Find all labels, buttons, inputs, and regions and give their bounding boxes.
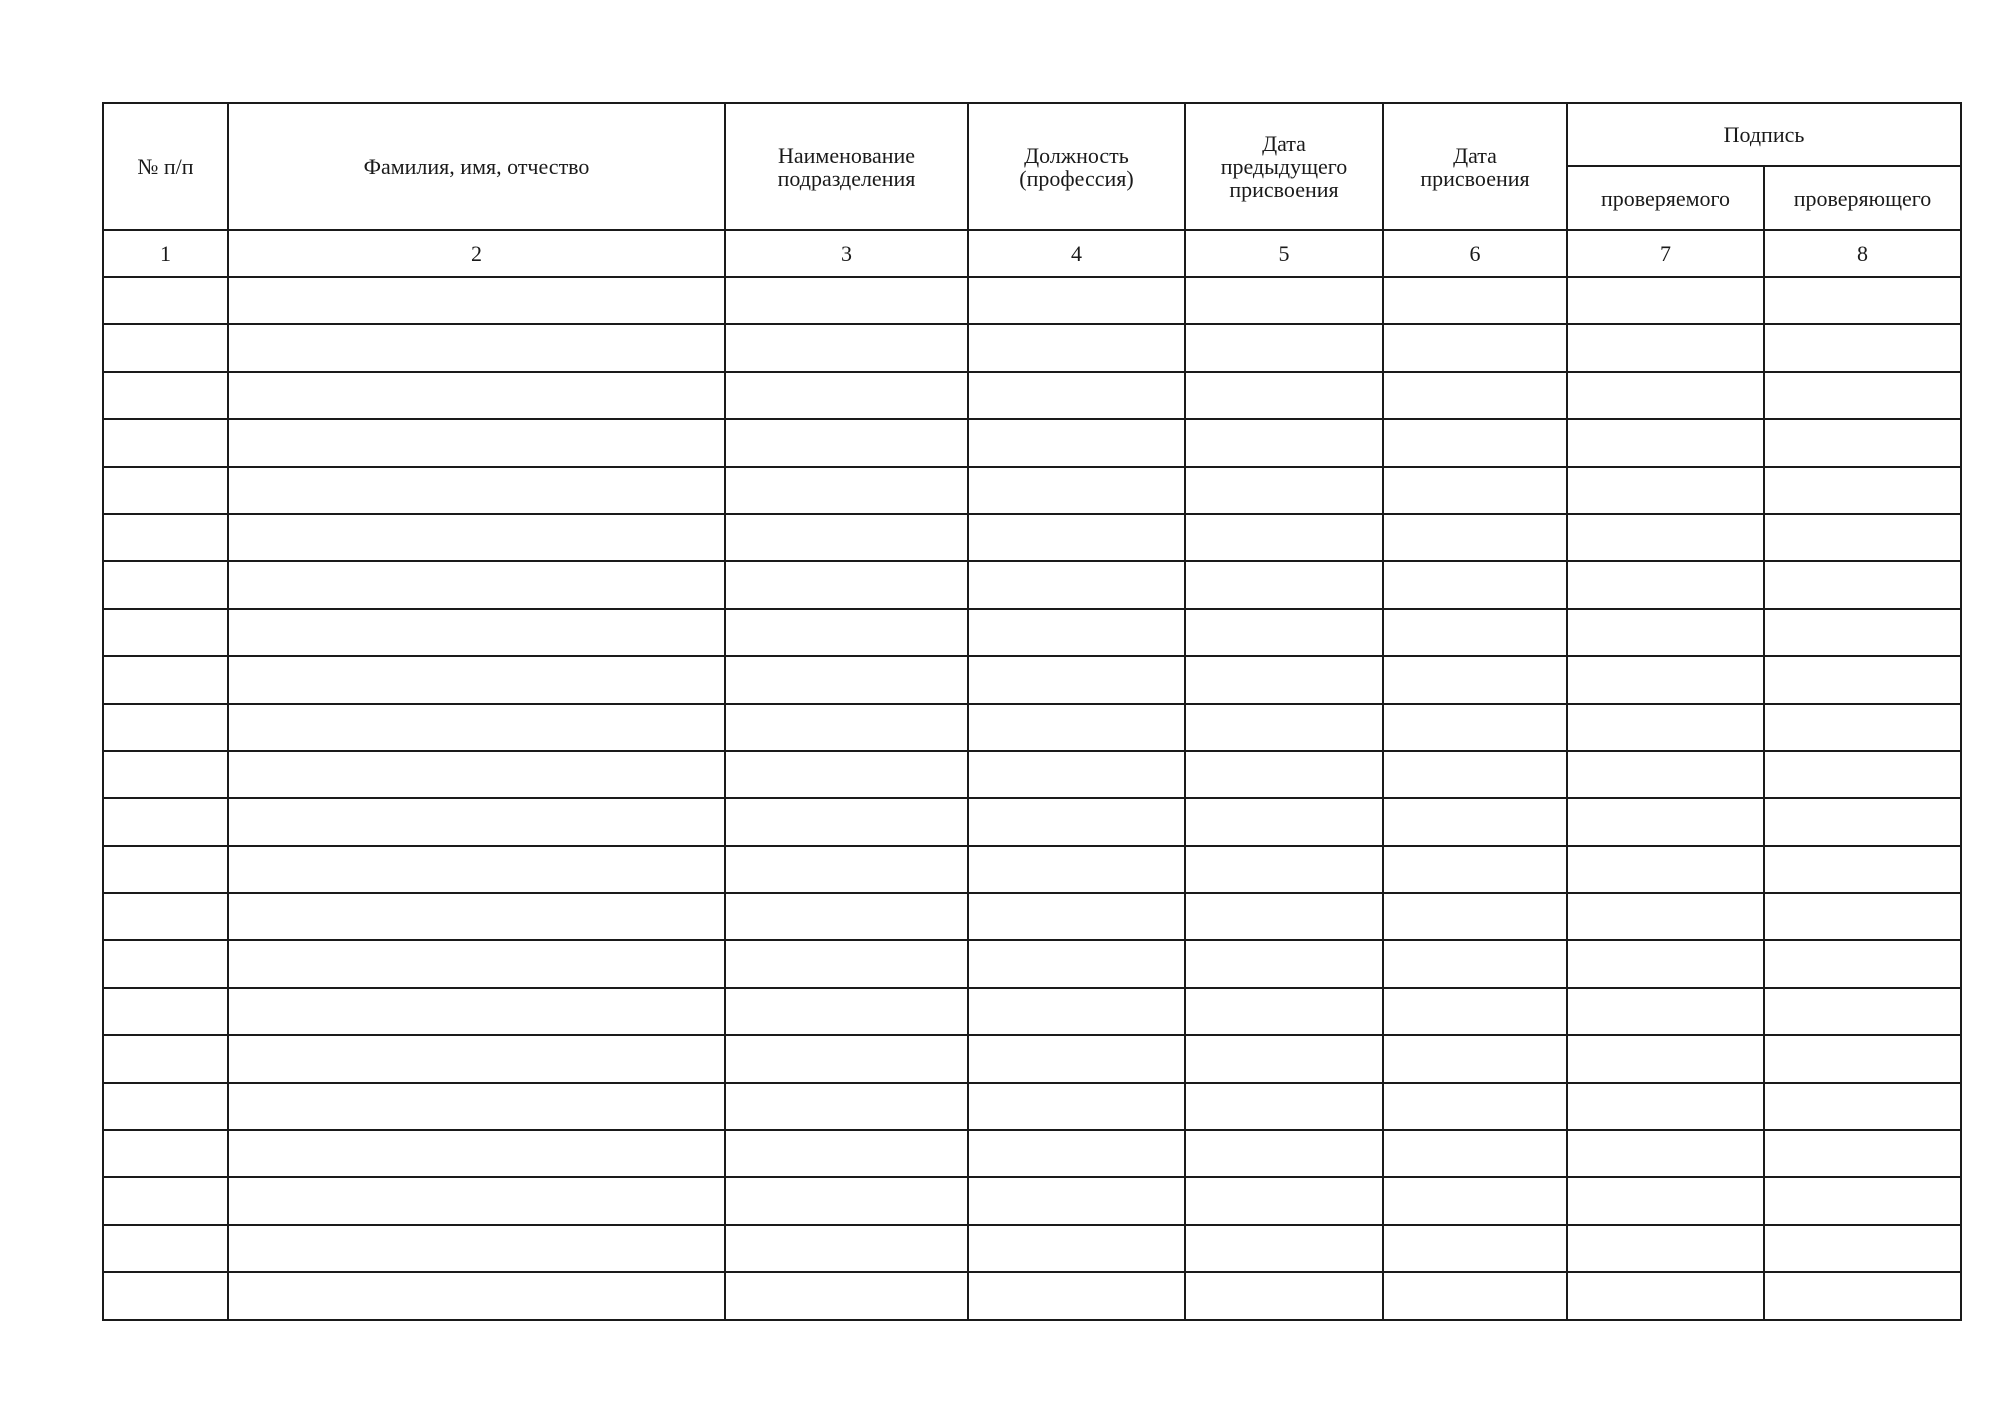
header-cell-previous-date	[1185, 103, 1383, 230]
table-cell	[103, 846, 228, 893]
table-cell	[1567, 561, 1764, 608]
table-cell	[1567, 277, 1764, 324]
header-department-label: Наименование подразделения	[777, 142, 916, 191]
table-row	[103, 893, 1961, 940]
table-cell	[1185, 1130, 1383, 1177]
table-row	[103, 1035, 1961, 1082]
table-cell	[1764, 561, 1961, 608]
table-cell	[968, 988, 1185, 1035]
header-inspector-label: проверяющего	[1793, 185, 1932, 211]
table-cell	[725, 656, 968, 703]
table-cell	[1764, 609, 1961, 656]
table-cell	[1383, 751, 1567, 798]
table-cell	[1567, 988, 1764, 1035]
table-row	[103, 419, 1961, 466]
table-cell	[1764, 372, 1961, 419]
table-cell	[725, 751, 968, 798]
table-cell	[968, 561, 1185, 608]
table-cell	[968, 940, 1185, 987]
table-cell	[725, 277, 968, 324]
table-cell	[1764, 988, 1961, 1035]
table-cell	[1567, 846, 1764, 893]
header-cell-assignment-date	[1383, 103, 1567, 230]
table-cell	[1567, 798, 1764, 845]
table-cell	[1383, 277, 1567, 324]
table-cell	[725, 798, 968, 845]
table-cell	[1764, 940, 1961, 987]
table-cell	[1567, 1035, 1764, 1082]
table-cell	[968, 1177, 1185, 1224]
table-cell	[968, 846, 1185, 893]
table-row	[103, 1083, 1961, 1130]
table-cell	[968, 1272, 1185, 1319]
column-number-cell: 4	[968, 230, 1185, 277]
table-cell	[1383, 1035, 1567, 1082]
table-cell	[725, 940, 968, 987]
table-cell	[1764, 1177, 1961, 1224]
table-cell	[103, 940, 228, 987]
table-cell	[968, 1130, 1185, 1177]
table-cell	[968, 609, 1185, 656]
table-cell	[968, 704, 1185, 751]
table-cell	[1764, 1083, 1961, 1130]
table-cell	[968, 419, 1185, 466]
table-cell	[1567, 1225, 1764, 1272]
column-number-cell: 6	[1383, 230, 1567, 277]
table-row	[103, 656, 1961, 703]
header-cell-number	[103, 103, 228, 230]
table-row	[103, 1177, 1961, 1224]
table-row	[103, 514, 1961, 561]
table-cell	[1383, 846, 1567, 893]
table-cell	[725, 1035, 968, 1082]
table-cell	[103, 1177, 228, 1224]
table-cell	[228, 514, 725, 561]
table-cell	[968, 893, 1185, 940]
table-cell	[228, 277, 725, 324]
table-cell	[1185, 846, 1383, 893]
column-number-cell: 7	[1567, 230, 1764, 277]
table-cell	[1567, 940, 1764, 987]
table-cell	[228, 561, 725, 608]
table-cell	[1185, 324, 1383, 371]
table-cell	[725, 1225, 968, 1272]
header-cell-full-name	[228, 103, 725, 230]
table-cell	[1764, 1130, 1961, 1177]
table-cell	[1383, 988, 1567, 1035]
header-cell-position	[968, 103, 1185, 230]
table-cell	[228, 988, 725, 1035]
table-cell	[103, 751, 228, 798]
table-cell	[1567, 1083, 1764, 1130]
table-cell	[725, 467, 968, 514]
table-cell	[725, 893, 968, 940]
table-cell	[1764, 1035, 1961, 1082]
table-cell	[725, 846, 968, 893]
table-cell	[1764, 846, 1961, 893]
table-cell	[103, 277, 228, 324]
table-cell	[1383, 561, 1567, 608]
table-cell	[1383, 1130, 1567, 1177]
column-number-cell: 2	[228, 230, 725, 277]
table-cell	[228, 798, 725, 845]
table-row	[103, 372, 1961, 419]
table-cell	[725, 609, 968, 656]
table-cell	[1383, 940, 1567, 987]
table-cell	[228, 372, 725, 419]
table-cell	[1383, 893, 1567, 940]
table-cell	[228, 609, 725, 656]
table-cell	[1185, 704, 1383, 751]
table-cell	[1764, 656, 1961, 703]
table-cell	[1383, 514, 1567, 561]
table-cell	[228, 1130, 725, 1177]
table-cell	[103, 656, 228, 703]
table-cell	[228, 1177, 725, 1224]
table-cell	[103, 372, 228, 419]
table-cell	[725, 1130, 968, 1177]
header-previous-date-label: Дата предыдущего присвоения	[1220, 131, 1348, 202]
table-row	[103, 609, 1961, 656]
table-cell	[725, 1177, 968, 1224]
table-cell	[1567, 372, 1764, 419]
table-cell	[1567, 467, 1764, 514]
table-cell	[1383, 467, 1567, 514]
table-cell	[725, 561, 968, 608]
table-row	[103, 704, 1961, 751]
table-cell	[1185, 372, 1383, 419]
table-cell	[1383, 1272, 1567, 1319]
table-cell	[968, 751, 1185, 798]
table-cell	[1383, 372, 1567, 419]
table-cell	[228, 324, 725, 371]
table-cell	[103, 514, 228, 561]
table-cell	[1764, 1225, 1961, 1272]
table-row	[103, 940, 1961, 987]
table-cell	[103, 467, 228, 514]
column-number-cell: 1	[103, 230, 228, 277]
header-signature-label: Подпись	[1723, 122, 1805, 147]
table-cell	[228, 1225, 725, 1272]
table-cell	[1764, 893, 1961, 940]
table-cell	[1764, 277, 1961, 324]
table-cell	[1185, 893, 1383, 940]
table-cell	[968, 1083, 1185, 1130]
header-cell-department	[725, 103, 968, 230]
table-cell	[1567, 609, 1764, 656]
header-assignment-date-label: Дата присвоения	[1420, 142, 1530, 191]
table-cell	[228, 1035, 725, 1082]
table-row	[103, 798, 1961, 845]
table-cell	[1567, 893, 1764, 940]
table-cell	[103, 1035, 228, 1082]
table-cell	[228, 1272, 725, 1319]
table-cell	[1764, 514, 1961, 561]
table-row	[103, 1225, 1961, 1272]
table-cell	[968, 324, 1185, 371]
document-sheet	[102, 102, 1960, 1321]
table-cell	[1383, 1225, 1567, 1272]
table-cell	[1185, 988, 1383, 1035]
table-cell	[1185, 656, 1383, 703]
header-inspected-label: проверяемого	[1600, 185, 1731, 211]
table-row	[103, 561, 1961, 608]
table-row	[103, 988, 1961, 1035]
table-cell	[725, 324, 968, 371]
table-cell	[725, 372, 968, 419]
table-cell	[103, 561, 228, 608]
table-cell	[1764, 324, 1961, 371]
table-cell	[1764, 419, 1961, 466]
table-cell	[228, 467, 725, 514]
table-cell	[228, 704, 725, 751]
table-cell	[1567, 1130, 1764, 1177]
table-cell	[103, 1130, 228, 1177]
table-cell	[968, 277, 1185, 324]
header-cell-signature-group	[1567, 103, 1961, 166]
journal-table	[102, 102, 1962, 1321]
table-cell	[725, 1083, 968, 1130]
table-row	[103, 1272, 1961, 1319]
table-cell	[1383, 324, 1567, 371]
table-cell	[1185, 751, 1383, 798]
table-cell	[1185, 1272, 1383, 1319]
table-cell	[1185, 419, 1383, 466]
table-row	[103, 324, 1961, 371]
table-cell	[968, 1225, 1185, 1272]
table-cell	[1185, 1035, 1383, 1082]
table-cell	[103, 893, 228, 940]
header-row-top	[103, 103, 1961, 166]
table-cell	[1567, 514, 1764, 561]
table-cell	[1764, 467, 1961, 514]
table-cell	[725, 988, 968, 1035]
table-cell	[103, 704, 228, 751]
table-cell	[1185, 609, 1383, 656]
table-cell	[1185, 514, 1383, 561]
table-cell	[228, 419, 725, 466]
table-cell	[1185, 1177, 1383, 1224]
table-cell	[1567, 751, 1764, 798]
table-cell	[1567, 324, 1764, 371]
table-cell	[1383, 609, 1567, 656]
column-number-cell: 3	[725, 230, 968, 277]
table-cell	[103, 609, 228, 656]
table-cell	[1383, 1083, 1567, 1130]
table-cell	[228, 656, 725, 703]
table-cell	[1567, 1272, 1764, 1319]
table-row	[103, 751, 1961, 798]
table-cell	[103, 1272, 228, 1319]
table-cell	[1185, 277, 1383, 324]
column-number-row	[103, 230, 1961, 277]
table-cell	[968, 467, 1185, 514]
table-cell	[228, 940, 725, 987]
table-cell	[228, 751, 725, 798]
table-cell	[1567, 1177, 1764, 1224]
table-row	[103, 846, 1961, 893]
table-cell	[1567, 704, 1764, 751]
table-cell	[103, 988, 228, 1035]
column-number-cell: 5	[1185, 230, 1383, 277]
table-cell	[1383, 656, 1567, 703]
table-cell	[1185, 1225, 1383, 1272]
table-cell	[1567, 419, 1764, 466]
table-row	[103, 1130, 1961, 1177]
table-cell	[968, 1035, 1185, 1082]
table-cell	[228, 1083, 725, 1130]
table-cell	[1764, 704, 1961, 751]
header-position-label: Должность (профессия)	[1019, 142, 1134, 191]
table-cell	[1764, 751, 1961, 798]
table-cell	[1567, 656, 1764, 703]
table-cell	[725, 1272, 968, 1319]
table-cell	[103, 324, 228, 371]
table-cell	[968, 798, 1185, 845]
table-cell	[968, 656, 1185, 703]
table-cell	[725, 419, 968, 466]
table-cell	[968, 372, 1185, 419]
table-cell	[1185, 467, 1383, 514]
table-cell	[1383, 1177, 1567, 1224]
table-cell	[1383, 419, 1567, 466]
table-cell	[1764, 1272, 1961, 1319]
table-cell	[103, 1083, 228, 1130]
table-cell	[725, 514, 968, 561]
table-cell	[968, 514, 1185, 561]
table-cell	[1185, 940, 1383, 987]
table-cell	[1383, 798, 1567, 845]
header-number-label: № п/п	[137, 154, 194, 179]
table-cell	[228, 846, 725, 893]
table-row	[103, 277, 1961, 324]
header-cell-inspected-signature	[1567, 166, 1764, 230]
table-cell	[103, 1225, 228, 1272]
table-row	[103, 467, 1961, 514]
table-cell	[103, 798, 228, 845]
table-cell	[1185, 1083, 1383, 1130]
table-cell	[103, 419, 228, 466]
header-cell-inspector-signature	[1764, 166, 1961, 230]
table-cell	[725, 704, 968, 751]
table-cell	[228, 893, 725, 940]
column-number-cell: 8	[1764, 230, 1961, 277]
header-full-name-label: Фамилия, имя, отчество	[363, 154, 590, 179]
table-cell	[1764, 798, 1961, 845]
table-cell	[1185, 798, 1383, 845]
table-cell	[1383, 704, 1567, 751]
table-cell	[1185, 561, 1383, 608]
